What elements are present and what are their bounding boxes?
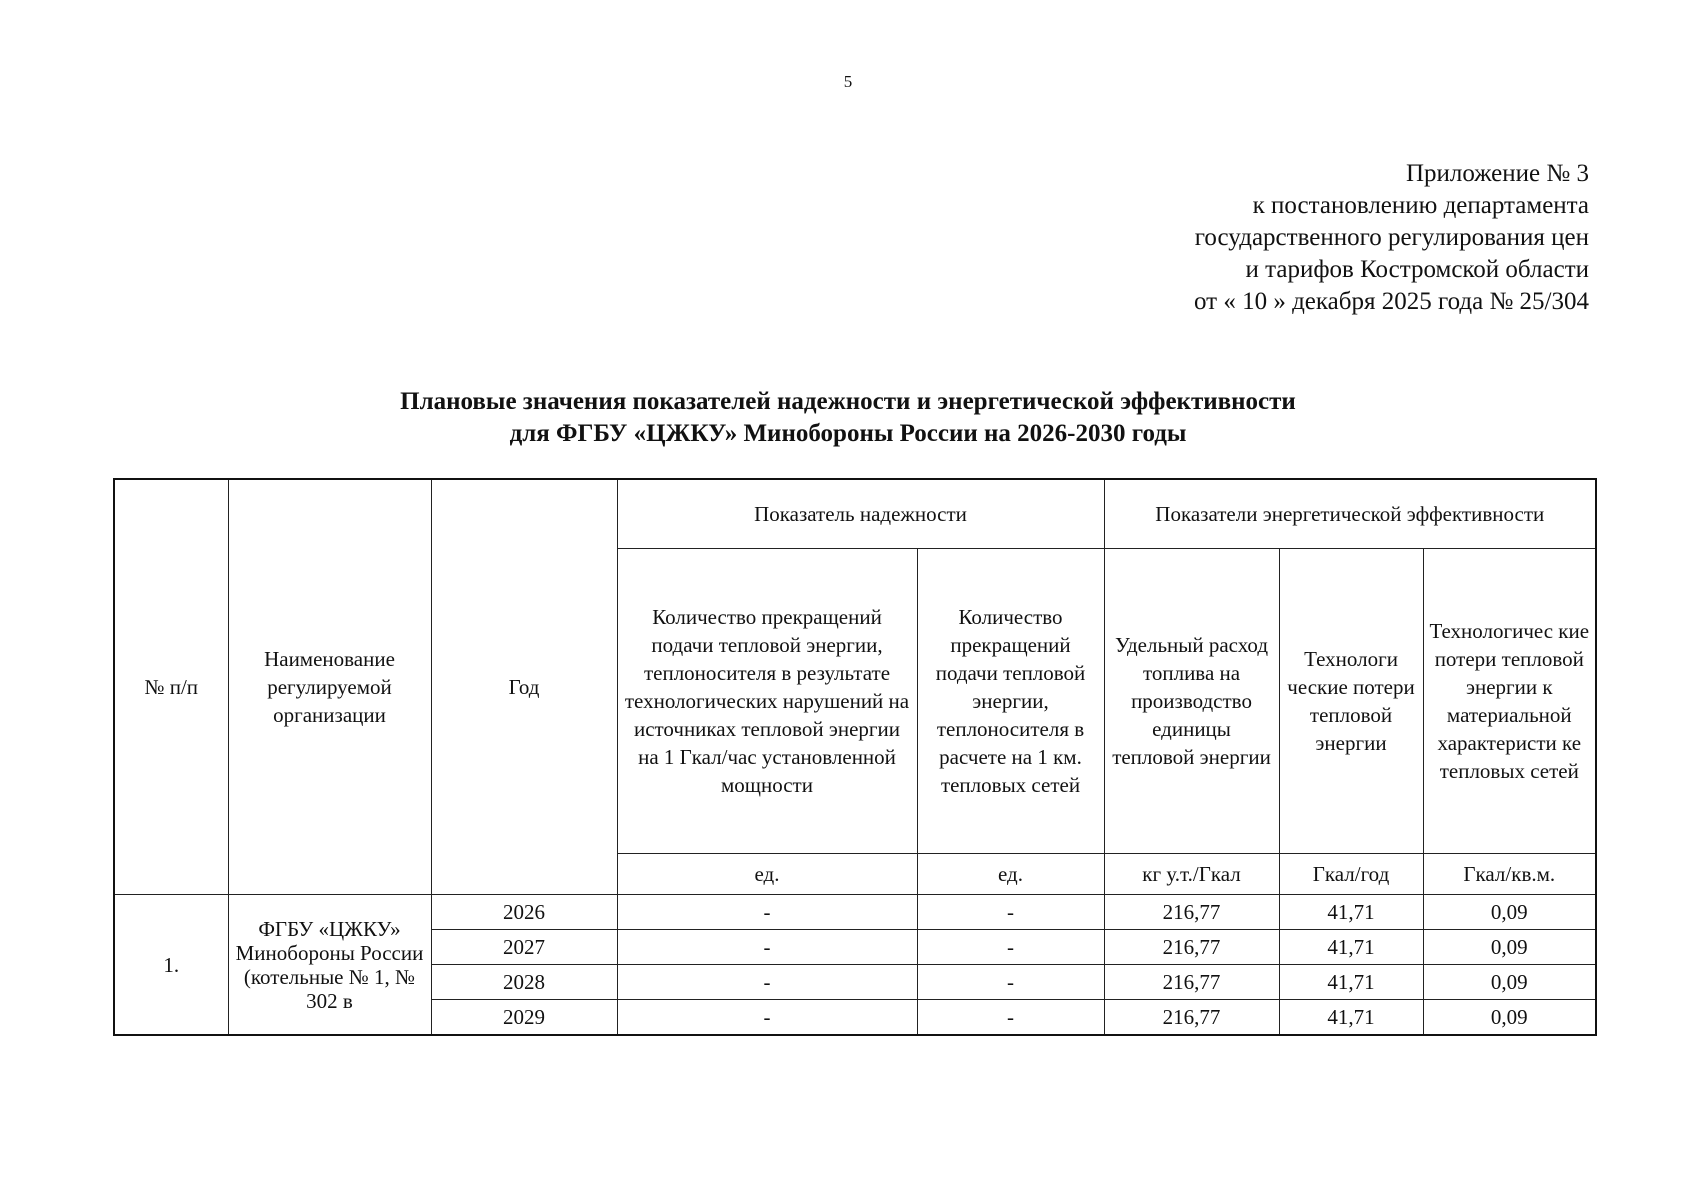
- appendix-line: от « 10 » декабря 2025 года № 25/304: [1193, 288, 1589, 315]
- cell-c2: -: [917, 1000, 1104, 1036]
- cell-c5: 0,09: [1423, 965, 1596, 1000]
- header-col-5: Технологичес кие потери тепловой энергии к материальной характеристи ке тепловых сетей: [1423, 549, 1596, 854]
- cell-c3: 216,77: [1104, 895, 1279, 930]
- title-line-1: Плановые значения показателей надежности и энергетической эффективности: [400, 388, 1296, 415]
- header-org: Наименование регулируемой организации: [228, 479, 431, 895]
- cell-c4: 41,71: [1279, 930, 1423, 965]
- page-number: 5: [843, 72, 853, 91]
- header-col-2: Количество прекращений подачи тепловой энергии, теплоносителя в расчете на 1 км. тепловых сетей: [917, 549, 1104, 854]
- header-year: Год: [431, 479, 617, 895]
- unit-col-5: Гкал/кв.м.: [1423, 854, 1596, 895]
- unit-col-1: ед.: [617, 854, 917, 895]
- header-reliability-group: Показатель надежности: [617, 479, 1104, 549]
- table-row: [114, 895, 1596, 930]
- cell-c5: 0,09: [1423, 930, 1596, 965]
- cell-c1: -: [617, 965, 917, 1000]
- org-name: ФГБУ «ЦЖКУ» Минобороны России (котельные № 1, № 302 в: [228, 895, 431, 1036]
- cell-c5: 0,09: [1423, 1000, 1596, 1036]
- header-col-3: Удельный расход топлива на производство единицы тепловой энергии: [1104, 549, 1279, 854]
- header-efficiency-group: Показатели энергетической эффективности: [1104, 479, 1596, 549]
- cell-c1: -: [617, 1000, 917, 1036]
- cell-c5: 0,09: [1423, 895, 1596, 930]
- cell-c4: 41,71: [1279, 965, 1423, 1000]
- unit-col-2: ед.: [917, 854, 1104, 895]
- document-title: [0, 386, 1696, 450]
- appendix-line: и тарифов Костромской области: [1245, 256, 1589, 283]
- header-col-1: Количество прекращений подачи тепловой энергии, теплоносителя в результате технологических нарушений на источниках тепловой энергии на 1 Гкал/час установленной мощности: [617, 549, 917, 854]
- cell-c3: 216,77: [1104, 1000, 1279, 1036]
- cell-year: 2027: [431, 930, 617, 965]
- cell-c3: 216,77: [1104, 965, 1279, 1000]
- cell-c2: -: [917, 895, 1104, 930]
- cell-c4: 41,71: [1279, 895, 1423, 930]
- unit-col-3: кг у.т./Гкал: [1104, 854, 1279, 895]
- cell-c1: -: [617, 930, 917, 965]
- cell-c3: 216,77: [1104, 930, 1279, 965]
- cell-c4: 41,71: [1279, 1000, 1423, 1036]
- appendix-line: к постановлению департамента: [1252, 192, 1589, 219]
- org-number: 1.: [114, 895, 228, 1036]
- cell-year: 2028: [431, 965, 617, 1000]
- appendix-line: Приложение № 3: [1405, 160, 1589, 187]
- header-col-4: Технологи ческие потери тепловой энергии: [1279, 549, 1423, 854]
- indicators-table: [113, 478, 1597, 1036]
- cell-year: 2026: [431, 895, 617, 930]
- cell-c2: -: [917, 965, 1104, 1000]
- unit-col-4: Гкал/год: [1279, 854, 1423, 895]
- header-num: № п/п: [114, 479, 228, 895]
- appendix-header: [1194, 158, 1589, 318]
- cell-c2: -: [917, 930, 1104, 965]
- cell-year: 2029: [431, 1000, 617, 1036]
- title-line-2: для ФГБУ «ЦЖКУ» Минобороны России на 2026-2030 годы: [509, 420, 1187, 447]
- appendix-line: государственного регулирования цен: [1194, 224, 1589, 251]
- cell-c1: -: [617, 895, 917, 930]
